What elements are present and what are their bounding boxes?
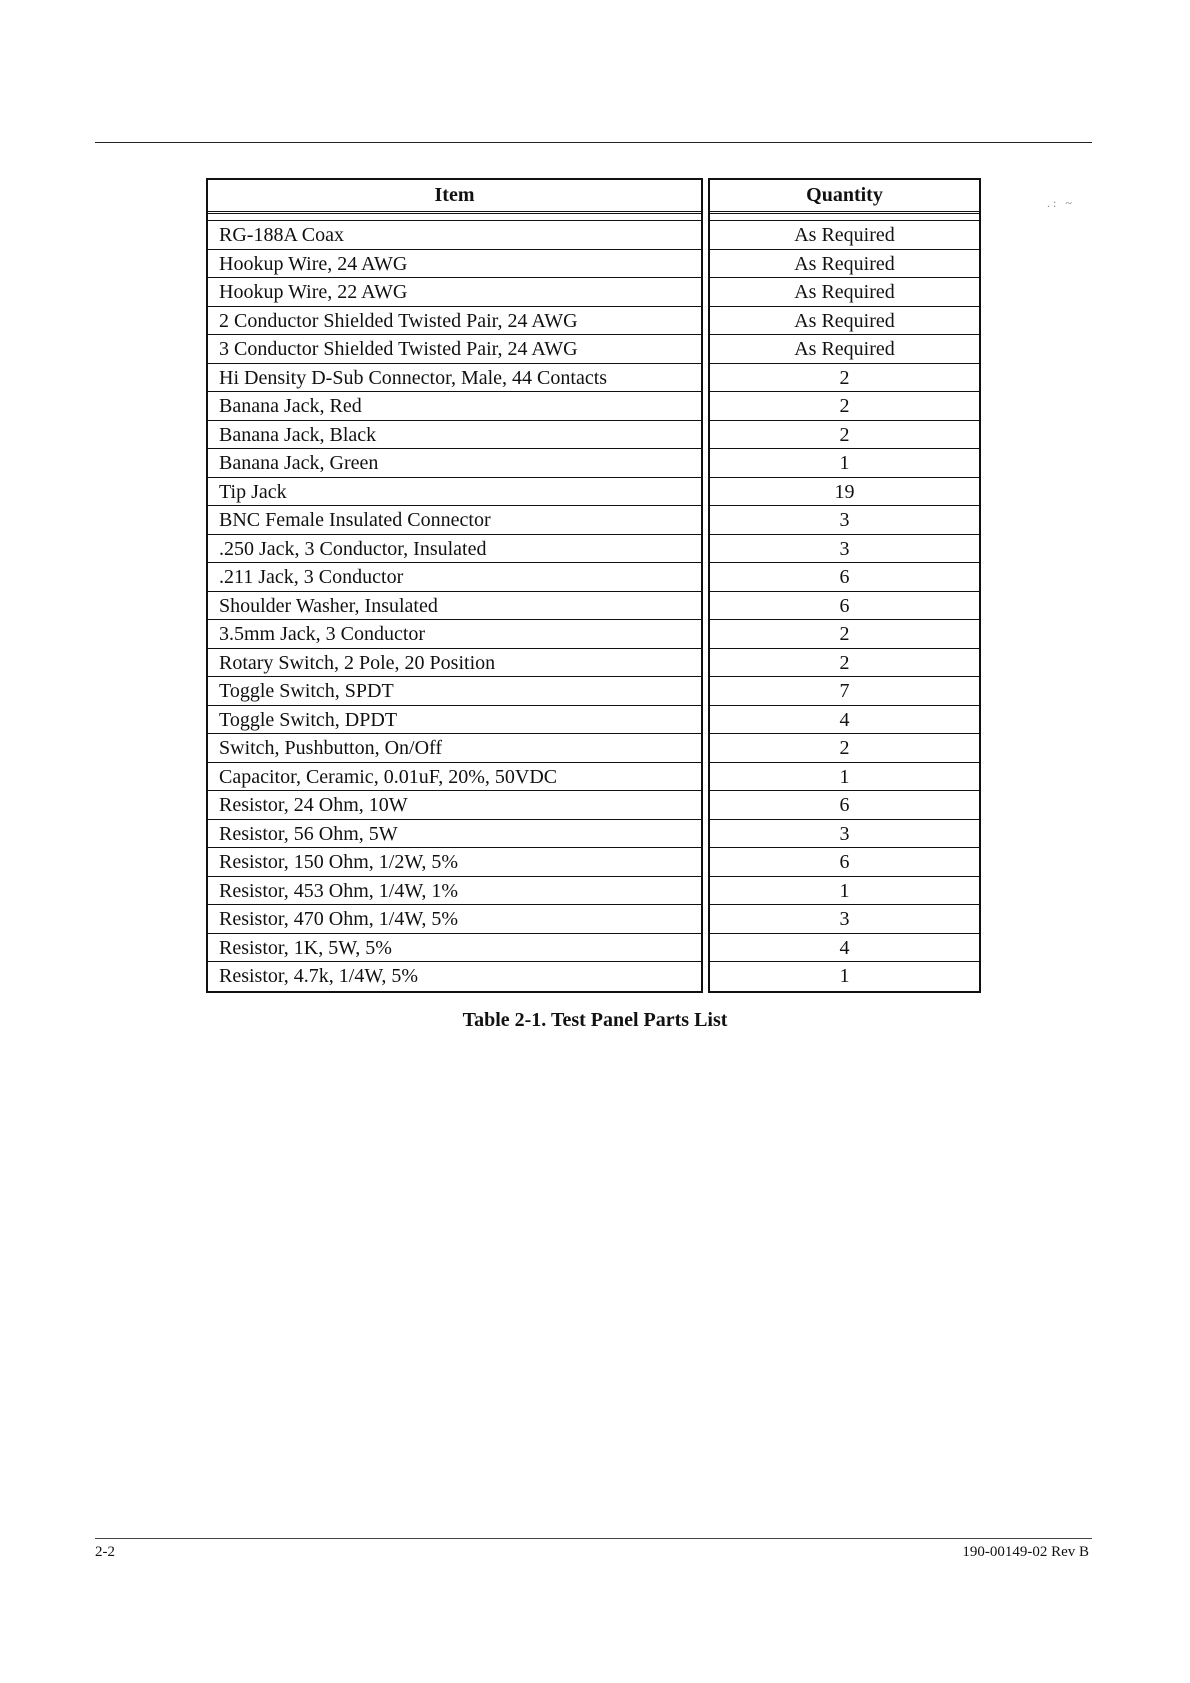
table-caption: Table 2-1. Test Panel Parts List	[462, 1009, 728, 1031]
item-cell: Resistor, 24 Ohm, 10W	[208, 791, 701, 820]
quantity-cell: 1	[710, 449, 979, 478]
item-cell: Resistor, 56 Ohm, 5W	[208, 820, 701, 849]
quantity-cell: 3	[710, 535, 979, 564]
quantity-cell: 3	[710, 820, 979, 849]
item-cell: Banana Jack, Black	[208, 421, 701, 450]
quantity-cell: 1	[710, 763, 979, 792]
item-cell: Resistor, 453 Ohm, 1/4W, 1%	[208, 877, 701, 906]
quantity-cell: As Required	[710, 278, 979, 307]
item-cell: Hi Density D-Sub Connector, Male, 44 Contacts	[208, 364, 701, 393]
item-cell: Banana Jack, Green	[208, 449, 701, 478]
item-cell: Capacitor, Ceramic, 0.01uF, 20%, 50VDC	[208, 763, 701, 792]
header-rule	[95, 142, 1092, 143]
item-cell: 2 Conductor Shielded Twisted Pair, 24 AWG	[208, 307, 701, 336]
quantity-cell: 2	[710, 620, 979, 649]
item-cell: Rotary Switch, 2 Pole, 20 Position	[208, 649, 701, 678]
item-cell: Shoulder Washer, Insulated	[208, 592, 701, 621]
quantity-cell: As Required	[710, 250, 979, 279]
item-cell: Resistor, 150 Ohm, 1/2W, 5%	[208, 848, 701, 877]
quantity-cell: As Required	[710, 221, 979, 250]
quantity-cell: As Required	[710, 335, 979, 364]
quantity-cell: 3	[710, 506, 979, 535]
item-cell: Switch, Pushbutton, On/Off	[208, 734, 701, 763]
item-cell: Resistor, 1K, 5W, 5%	[208, 934, 701, 963]
quantity-cells	[710, 221, 979, 991]
quantity-cell: 1	[710, 877, 979, 906]
item-cell: .250 Jack, 3 Conductor, Insulated	[208, 535, 701, 564]
item-cell: Tip Jack	[208, 478, 701, 507]
quantity-cell: 6	[710, 563, 979, 592]
quantity-cell: 1	[839, 965, 850, 987]
quantity-cell: 3	[710, 905, 979, 934]
quantity-cell: 2	[710, 364, 979, 393]
header-separator	[208, 214, 701, 221]
quantity-cell: 19	[710, 478, 979, 507]
page-number: 2-2	[95, 1544, 115, 1560]
quantity-cell: 2	[710, 421, 979, 450]
quantity-cell: 2	[710, 734, 979, 763]
footer-rule	[95, 1538, 1092, 1539]
quantity-cell: 6	[710, 592, 979, 621]
quantity-cell: 7	[710, 677, 979, 706]
parts-list-table	[206, 178, 981, 993]
item-cell: Banana Jack, Red	[208, 392, 701, 421]
quantity-cell: 6	[710, 848, 979, 877]
quantity-cell: 2	[710, 392, 979, 421]
item-cell: RG-188A Coax	[208, 221, 701, 250]
quantity-column	[708, 178, 981, 993]
item-cell: Hookup Wire, 22 AWG	[208, 278, 701, 307]
item-cell: Hookup Wire, 24 AWG	[208, 250, 701, 279]
item-cells	[208, 221, 701, 991]
quantity-cell: As Required	[710, 307, 979, 336]
item-cell: Resistor, 470 Ohm, 1/4W, 5%	[208, 905, 701, 934]
header-separator	[710, 214, 979, 221]
quantity-cell: 2	[710, 649, 979, 678]
item-cell: BNC Female Insulated Connector	[208, 506, 701, 535]
document-id: 190-00149-02 Rev B	[962, 1544, 1089, 1560]
item-cell: .211 Jack, 3 Conductor	[208, 563, 701, 592]
item-column	[206, 178, 703, 993]
item-column-header: Item	[208, 180, 701, 214]
item-cell: 3.5mm Jack, 3 Conductor	[208, 620, 701, 649]
item-cell: 3 Conductor Shielded Twisted Pair, 24 AWG	[208, 335, 701, 364]
item-cell: Toggle Switch, DPDT	[208, 706, 701, 735]
quantity-cell: 4	[710, 934, 979, 963]
item-cell: Resistor, 4.7k, 1/4W, 5%	[219, 965, 419, 987]
quantity-cell: 6	[710, 791, 979, 820]
scan-artifact-mark: .: ~	[1047, 196, 1075, 210]
quantity-column-header: Quantity	[710, 180, 979, 214]
quantity-cell: 4	[710, 706, 979, 735]
item-cell: Toggle Switch, SPDT	[208, 677, 701, 706]
